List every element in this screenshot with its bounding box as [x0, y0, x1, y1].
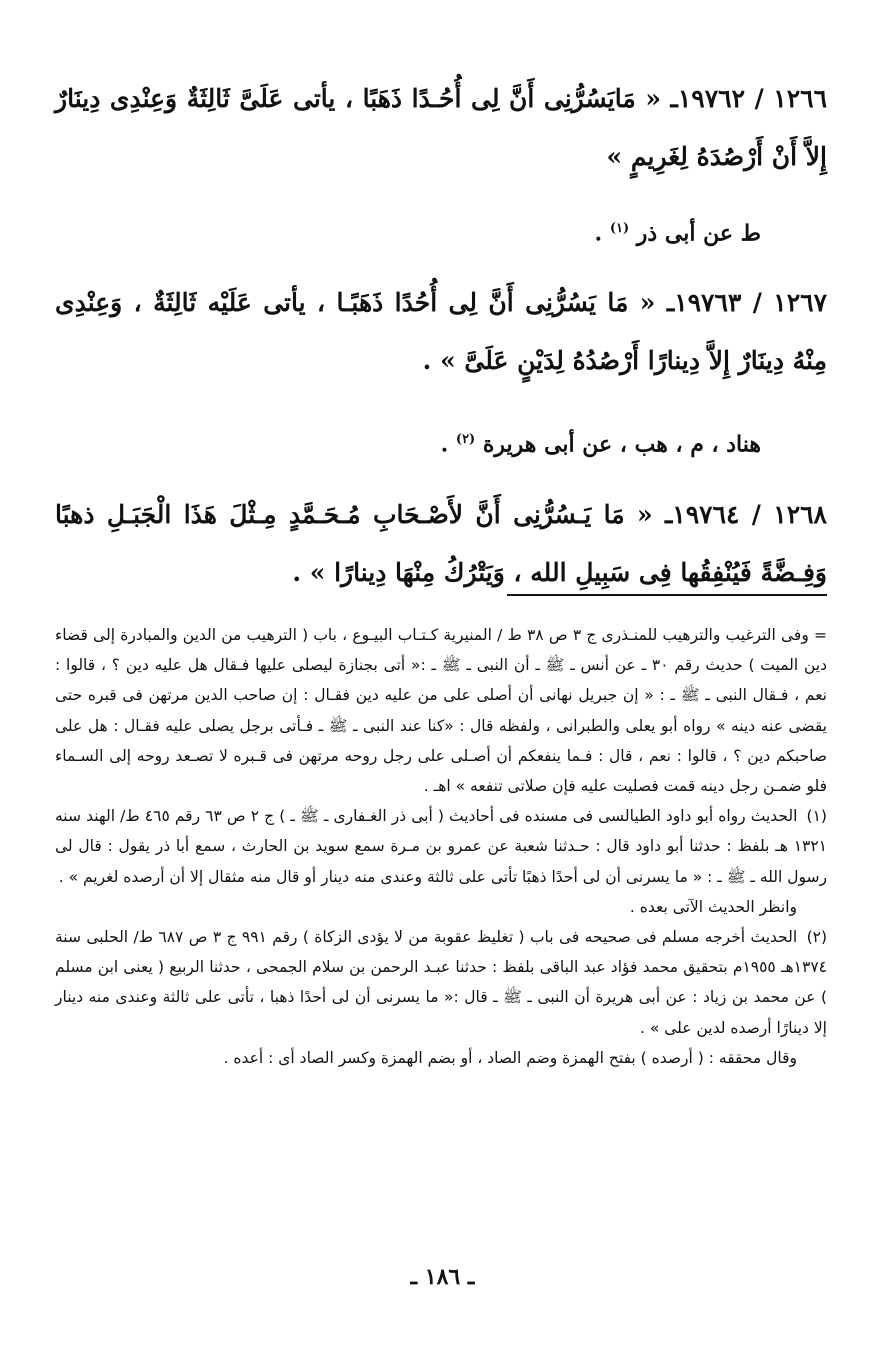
source-line-1: ط عن أبى ذر $^{(١)}$ .: [594, 220, 761, 247]
hadith-1266: [55, 70, 827, 186]
page-number: ـ ١٨٦ ـ: [410, 1264, 475, 1290]
hadith-1268: [55, 486, 827, 602]
footnotes: [55, 620, 827, 1073]
source-line-2: هناد ، م ، هب ، عن أبى هريرة $^{(٢)}$ .: [440, 431, 761, 458]
hadith-ref: ١٢٦٨ / ١٩٧٦٤ـ: [664, 500, 827, 529]
source-text: ط عن أبى ذر: [636, 220, 761, 247]
footnote-continuation: = وفى الترغيب والترهيب للمنـذرى ج ٣ ص ٣٨ ط / المنيرية كـتـاب البيـوع ، باب ( الترهيب من الدين والمبادرة إلى قضاء دين الميت ) حديث رقم ٣٠ ـ عن أنس ـ ﷺ ـ أن النبى ـ ﷺ ـ :« أتى بجنازة ليصلى عليها فـقال هل عليه دين ؟ ، قالوا : نعم ، فـقال النبى ـ ﷺ ـ : « إن جبريل نهانى أن أصلى على من عليه دين فقـال : إن صاحب الدين مرتهن فى قبره حتى يقضى عنه دينه » رواه أبو يعلى والطبرانى ، ولفظه قال : «كنا عند النبى ـ ﷺ ـ فـأتى برجل يصلى عليه فقـال : هل على صاحبكم دين ؟ ، قالوا : نعم ، قال : فـما ينفعكم أن أصـلى على رجل روحه مرتهن فى قـبره لا تصـعد روحه إلى السـماء فلو ضمـن رجل دينه قمت فصليت عليه فإن صلاتى تنفعه » اهـ .: [55, 626, 828, 796]
hadith-text: « مَا يَـسُرُّنِى أَنَّ لأَصْـحَابِ مُـحَـمَّدٍ مِـثْلَ هَذَا الْجَبَـلِ ذهبًا وَفِـضَّةً فَيُنْفِقُها فِى سَبِيلِ الله ، وَيَتْرُكُ مِنْهَا دِينارًا » .: [55, 500, 827, 587]
hadith-text: « مَا يَسُرُّنِى أَنَّ لِى أُحُدًا ذَهَبًـا ، يأتى عَلَيْه ثَالِثَةٌ ، وَعِنْدِى مِنْهُ دِينَارٌ إِلاَّ دِينارًا أَرْصُدُهُ لِدَيْنٍ عَلَىَّ » .: [55, 288, 827, 375]
footnote-number: (١): [806, 807, 827, 826]
source-text: هناد ، م ، هب ، عن أبى هريرة: [482, 431, 761, 458]
footnote-separator: [507, 594, 827, 596]
footnote-2-extra: وقال محققه : ( أرصده ) بفتح الهمزة وضم الصاد ، أو بضم الهمزة وكسر الصاد أى : أعده .: [223, 1048, 797, 1067]
footnote-1-extra: وانظر الحديث الآتى بعده .: [629, 897, 797, 916]
hadith-1267: [55, 274, 827, 390]
hadith-ref: ١٢٦٧ / ١٩٧٦٣ـ: [666, 288, 827, 317]
hadith-ref: ١٢٦٦ / ١٩٧٦٢ـ: [670, 84, 827, 113]
footnote-number: (٢): [806, 928, 828, 947]
footnote-1: [55, 801, 827, 892]
footnote-text: الحديث رواه أبو داود الطيالسى فى مسنده فى أحاديث ( أبى ذر الغـفارى ـ ﷺ ـ ) ج ٢ ص ٦٣ رقم ٤٦٥ ط/ الهند سنه ١٣٢١ هـ بلفظ : حدثنا أبو داود قال : حـدثنا شعبة عن عمرو بن مـرة سمع سويد بن الحارث ، سمع أبا ذر يقول : قال لى رسول الله ـ ﷺ ـ : « ما يسرنى أن لى أحدًا ذهبًا تأتى على ثالثة وعندى منه دينار أو قال منه مثقال إلا أن أرصده لغريم » .: [55, 807, 827, 886]
hadith-text: « مَايَسُرُّنِى أَنَّ لِى أُحُـدًا ذَهَبًا ، يأتى عَلَىَّ ثَالِثَةٌ وَعِنْدِى دِينَارٌ إِلاَّ أَنْ أَرْصُدَهُ لِغَرِيمٍ »: [55, 84, 827, 171]
footnote-marker: (٢): [455, 432, 476, 447]
footnote-marker: (١): [609, 221, 630, 236]
footnote-2: [55, 922, 827, 1043]
footnote-text: الحديث أخرجه مسلم فى صحيحه فى باب ( تغليظ عقوبة من لا يؤدى الزكاة ) رقم ٩٩١ ج ٣ ص ٦٨٧ ط/ الحلبى سنة ١٣٧٤هـ ١٩٥٥م بتحقيق محمد فؤاد عبد الباقى بلفظ : حدثنا عبـد الرحمن بن سلام الجمحى ، حدثنا الربيع ( يعنى ابن مسلم ) عن محمد بن زياد : عن أبى هريرة أن النبى ـ ﷺ ـ قال :« ما يسرنى أن لى أحدًا ذهبا ، تأتى على ثالثة وعندى منه دينار إلا دينارًا أرصده لدين على » .: [55, 928, 827, 1037]
